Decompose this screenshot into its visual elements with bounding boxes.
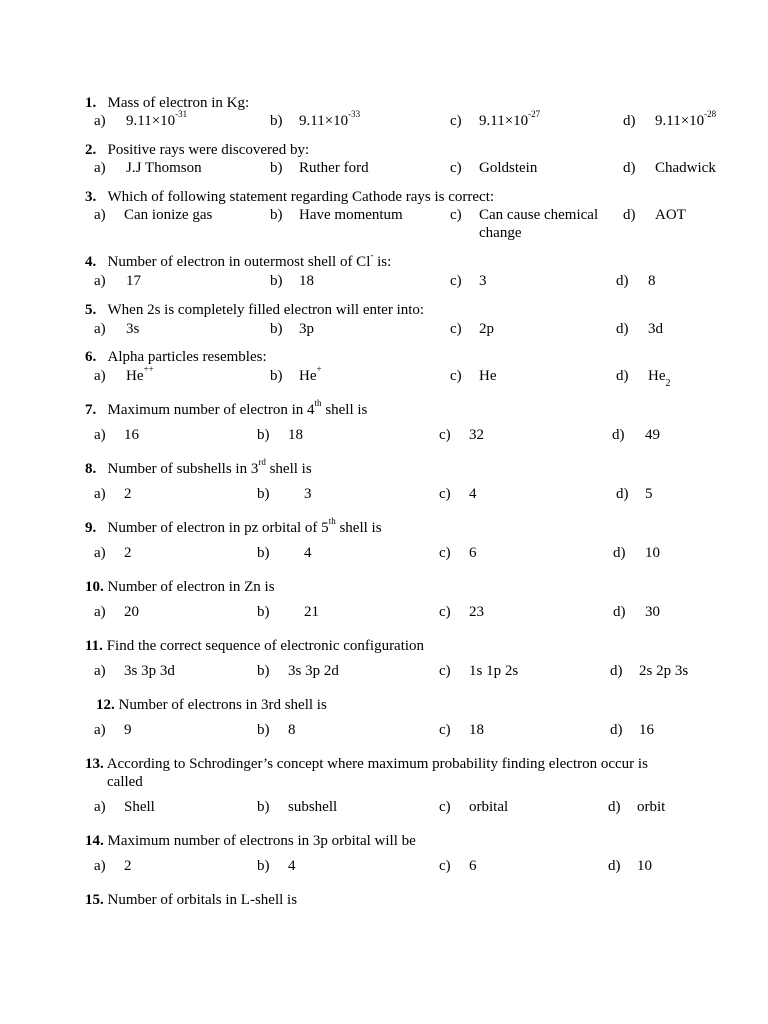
option-label: d) (623, 113, 636, 129)
option-text: orbital (469, 799, 509, 815)
option-label: c) (439, 545, 451, 561)
option-a[interactable] (94, 159, 202, 177)
option-d[interactable] (616, 320, 663, 338)
question-number: 15. (85, 892, 104, 908)
option-text: 3p (299, 321, 314, 337)
option-b[interactable] (270, 272, 314, 290)
question-text: According to Schrodinger’s concept where maximum probability finding electron occur is called (106, 756, 648, 790)
question-text: Mass of electron in Kg: (107, 95, 250, 111)
option-a[interactable] (94, 798, 155, 816)
option-text: 6 (469, 858, 477, 874)
question-stem (85, 637, 424, 655)
option-text: 21 (304, 604, 319, 620)
question-stem (85, 891, 297, 909)
option-text: 2s 2p 3s (639, 663, 689, 679)
option-a[interactable] (94, 603, 139, 621)
option-label: a) (94, 722, 106, 738)
question-stem (85, 348, 267, 366)
option-text: 3s 3p 2d (288, 663, 339, 679)
option-d[interactable] (616, 272, 656, 290)
option-text: He (479, 368, 497, 384)
question-stem (85, 457, 312, 478)
question-stem (85, 578, 275, 596)
option-label: b) (257, 858, 270, 874)
question-stem (85, 250, 392, 271)
option-c[interactable] (439, 603, 484, 621)
option-c[interactable] (439, 544, 477, 562)
option-text: 3 (304, 486, 312, 502)
option-d[interactable] (608, 798, 666, 816)
question-number: 5. (85, 302, 97, 318)
option-c[interactable] (439, 426, 484, 444)
option-a[interactable] (94, 272, 141, 290)
question-stem (85, 516, 382, 537)
option-label: a) (94, 545, 106, 561)
option-a[interactable] (94, 857, 132, 875)
question-number: 13. (85, 756, 104, 772)
option-c[interactable] (450, 206, 599, 241)
option-text: 18 (299, 273, 314, 289)
option-label: d) (623, 160, 636, 176)
option-text: 32 (469, 427, 484, 443)
option-label: a) (94, 207, 106, 223)
option-b[interactable] (270, 206, 403, 224)
option-text: $9.11\times 10^{-27}$ (479, 109, 541, 129)
option-label: c) (450, 321, 462, 337)
option-a[interactable] (94, 721, 132, 739)
option-label: b) (270, 160, 283, 176)
option-label: b) (257, 722, 270, 738)
option-label: a) (94, 427, 106, 443)
option-b[interactable] (257, 485, 312, 503)
question-number: 1. (85, 95, 97, 111)
option-label: a) (94, 368, 106, 384)
option-text: 2 (124, 486, 132, 502)
option-d[interactable] (610, 721, 654, 739)
option-text: 23 (469, 604, 484, 620)
option-text: Have momentum (299, 207, 403, 223)
question-text: Which of following statement regarding Cathode rays is correct: (107, 189, 495, 205)
option-label: c) (439, 663, 451, 679)
option-label: d) (616, 486, 629, 502)
option-text: $9.11\times 10^{-33}$ (299, 109, 361, 129)
question-text: Maximum number of electron in 4th shell is (107, 398, 368, 418)
option-label: d) (613, 604, 626, 620)
option-a[interactable] (94, 320, 140, 338)
option-text: 3d (648, 321, 663, 337)
option-label: b) (270, 273, 283, 289)
question-text: Number of electrons in 3rd shell is (118, 697, 327, 713)
question-stem (85, 94, 249, 112)
question-text: Number of electron in pz orbital of 5th shell is (107, 516, 382, 536)
question-text: Number of orbitals in L-shell is (107, 892, 298, 908)
option-text: Can cause chemical change (479, 207, 599, 241)
option-label: c) (439, 486, 451, 502)
question-text: Find the correct sequence of electronic configuration (106, 638, 425, 654)
option-label: d) (608, 799, 621, 815)
option-d[interactable] (608, 857, 652, 875)
option-d[interactable] (623, 109, 717, 130)
option-c[interactable] (450, 272, 487, 290)
question-number: 14. (85, 833, 104, 849)
question-number: 7. (85, 402, 97, 418)
option-label: c) (439, 604, 451, 620)
option-text: He+ (299, 364, 322, 384)
option-label: d) (616, 273, 629, 289)
option-text: 16 (639, 722, 654, 738)
option-label: c) (450, 207, 462, 223)
option-d[interactable] (610, 662, 689, 680)
option-a[interactable] (94, 206, 213, 224)
option-d[interactable] (613, 544, 660, 562)
option-text: 2 (124, 545, 132, 561)
option-c[interactable] (450, 159, 538, 177)
option-text: AOT (655, 207, 686, 223)
option-label: b) (257, 604, 270, 620)
option-c[interactable] (439, 485, 477, 503)
question-stem (85, 301, 424, 319)
option-text: 5 (645, 486, 653, 502)
option-d[interactable] (623, 159, 716, 177)
option-text: 2 (124, 858, 132, 874)
option-b[interactable] (257, 721, 296, 739)
option-a[interactable] (94, 485, 132, 503)
option-label: b) (257, 663, 270, 679)
option-text: $He_2$ (648, 368, 671, 389)
option-label: b) (270, 207, 283, 223)
question-text: Positive rays were discovered by: (107, 142, 310, 158)
option-label: a) (94, 663, 106, 679)
option-c[interactable] (439, 857, 477, 875)
option-text: 6 (469, 545, 477, 561)
option-text: $9.11\times 10^{-31}$ (126, 109, 188, 129)
option-text: 10 (645, 545, 660, 561)
option-text: 30 (645, 604, 660, 620)
option-text: Ruther ford (299, 160, 369, 176)
question-number: 11. (85, 638, 103, 654)
option-text: 18 (469, 722, 484, 738)
option-text: 17 (126, 273, 141, 289)
question-number: 2. (85, 142, 97, 158)
option-label: a) (94, 160, 106, 176)
option-text: 2p (479, 321, 494, 337)
option-text: 20 (124, 604, 139, 620)
option-label: c) (439, 427, 451, 443)
option-label: d) (612, 427, 625, 443)
option-label: c) (439, 858, 451, 874)
option-label: c) (450, 368, 462, 384)
option-a[interactable] (94, 364, 154, 385)
option-a[interactable] (94, 109, 188, 130)
option-label: d) (613, 545, 626, 561)
option-label: a) (94, 113, 106, 129)
option-text: J.J Thomson (126, 160, 202, 176)
option-text: Can ionize gas (124, 207, 213, 223)
option-b[interactable] (270, 320, 314, 338)
option-b[interactable] (270, 109, 361, 130)
option-text: 49 (645, 427, 660, 443)
option-c[interactable] (439, 662, 519, 680)
option-label: c) (450, 113, 462, 129)
option-text: 9 (124, 722, 132, 738)
question-text: Maximum number of electrons in 3p orbital will be (107, 833, 416, 849)
option-text: 3s (126, 321, 140, 337)
option-d[interactable] (623, 206, 686, 224)
option-label: a) (94, 799, 106, 815)
option-text: Chadwick (655, 160, 716, 176)
option-b[interactable] (257, 603, 319, 621)
option-c[interactable] (439, 721, 484, 739)
option-label: c) (439, 799, 451, 815)
option-label: b) (257, 427, 270, 443)
option-b[interactable] (270, 364, 322, 385)
option-text: 16 (124, 427, 139, 443)
option-c[interactable] (450, 367, 497, 385)
option-label: a) (94, 486, 106, 502)
option-c[interactable] (450, 320, 494, 338)
option-text: 3 (479, 273, 487, 289)
option-label: d) (610, 663, 623, 679)
question-number: 12. (96, 697, 115, 713)
question-stem (85, 188, 494, 206)
question-number: 3. (85, 189, 97, 205)
question-stem (85, 755, 665, 791)
option-label: b) (270, 368, 283, 384)
option-text: 8 (288, 722, 296, 738)
question-stem (96, 696, 327, 714)
option-text: 8 (648, 273, 656, 289)
question-number: 4. (85, 254, 97, 270)
option-label: c) (450, 273, 462, 289)
option-label: d) (616, 321, 629, 337)
question-stem (85, 141, 309, 159)
option-text: orbit (637, 799, 666, 815)
option-label: d) (608, 858, 621, 874)
question-number: 6. (85, 349, 97, 365)
question-text: Number of electron in outermost shell of Cl- is: (107, 250, 392, 270)
option-text: $9.11\times 10^{-28}$ (655, 109, 717, 129)
option-b[interactable] (257, 798, 338, 816)
question-stem (85, 398, 368, 419)
option-a[interactable] (94, 662, 175, 680)
option-text: subshell (288, 799, 338, 815)
question-text: Number of electron in Zn is (107, 579, 275, 595)
option-d[interactable] (612, 426, 660, 444)
option-text: Goldstein (479, 160, 538, 176)
question-number: 9. (85, 520, 97, 536)
option-a[interactable] (94, 544, 132, 562)
option-b[interactable] (257, 662, 339, 680)
question-stem (85, 832, 416, 850)
option-text: 10 (637, 858, 652, 874)
option-text: Shell (124, 799, 155, 815)
question-number: 8. (85, 461, 97, 477)
option-label: a) (94, 321, 106, 337)
option-label: c) (439, 722, 451, 738)
option-text: 3s 3p 3d (124, 663, 175, 679)
option-label: a) (94, 858, 106, 874)
question-text: Alpha particles resembles: (107, 349, 267, 365)
option-label: d) (623, 207, 636, 223)
option-d[interactable] (616, 367, 671, 389)
option-a[interactable] (94, 426, 139, 444)
option-d[interactable] (616, 485, 653, 503)
question-text: Number of subshells in 3rd shell is (107, 457, 312, 477)
option-text: He++ (126, 364, 154, 384)
option-label: b) (257, 486, 270, 502)
option-text: 1s 1p 2s (469, 663, 519, 679)
option-b[interactable] (270, 159, 369, 177)
option-text: 4 (469, 486, 477, 502)
option-label: b) (257, 799, 270, 815)
option-label: d) (616, 368, 629, 384)
option-label: a) (94, 604, 106, 620)
option-label: d) (610, 722, 623, 738)
option-text: 4 (288, 858, 296, 874)
option-c[interactable] (439, 798, 509, 816)
option-label: b) (270, 321, 283, 337)
question-number: 10. (85, 579, 104, 595)
option-label: c) (450, 160, 462, 176)
option-label: b) (257, 545, 270, 561)
option-text: 4 (304, 545, 312, 561)
option-b[interactable] (257, 544, 312, 562)
question-text: When 2s is completely filled electron will enter into: (107, 302, 425, 318)
option-text: 18 (288, 427, 303, 443)
option-c[interactable] (450, 109, 541, 130)
option-label: b) (270, 113, 283, 129)
option-d[interactable] (613, 603, 660, 621)
option-b[interactable] (257, 426, 303, 444)
option-label: a) (94, 273, 106, 289)
option-b[interactable] (257, 857, 296, 875)
